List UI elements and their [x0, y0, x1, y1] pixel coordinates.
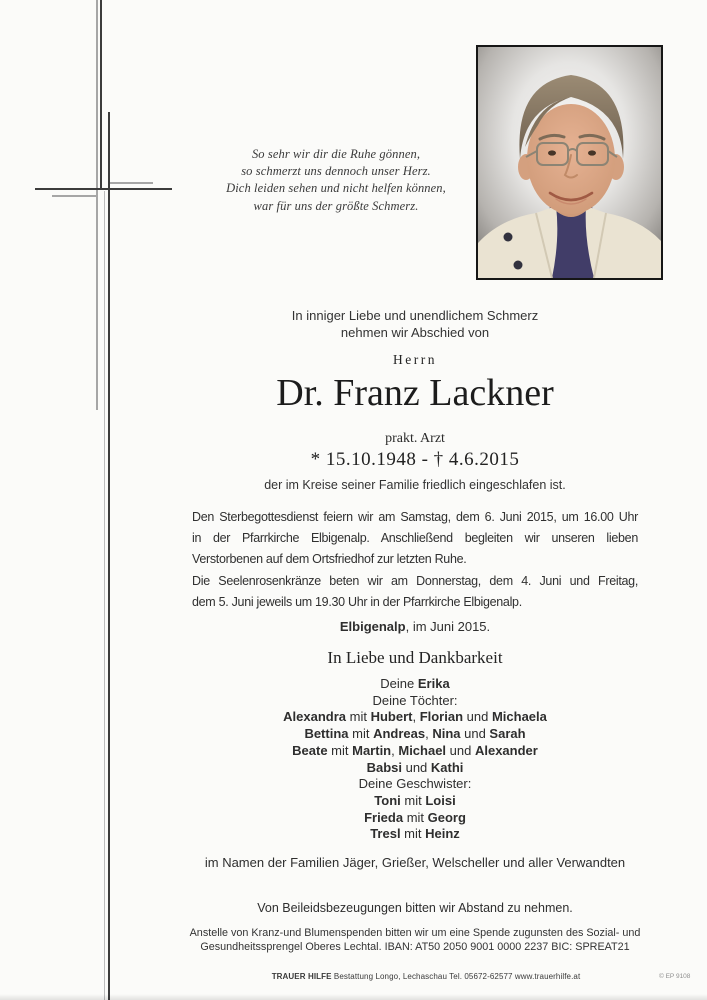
- family-names-line: im Namen der Familien Jäger, Grießer, Welscheller und aller Verwandten: [204, 855, 626, 870]
- life-dates: * 15.10.1948 - † 4.6.2015: [310, 449, 520, 470]
- deceased-profession: prakt. Arzt: [385, 431, 445, 446]
- funeral-home-brand: TRAUER HILFE: [271, 972, 332, 981]
- cross-vertical-light-lower: [104, 191, 105, 1000]
- cross-vertical-dark-top: [100, 0, 102, 190]
- intro-line-2: nehmen wir Abschied von: [340, 325, 490, 340]
- cross-vertical-light: [96, 0, 98, 410]
- gratitude-line: In Liebe und Dankbarkeit: [327, 648, 503, 667]
- passing-line: der im Kreise seiner Familie friedlich eingeschlafen ist.: [264, 478, 566, 492]
- intro-line-1: In inniger Liebe und unendlichem Schmerz: [291, 308, 539, 323]
- place-name: Elbigenalp: [339, 619, 406, 634]
- cross-arm-light-right: [110, 182, 153, 184]
- mourners-list: Deine Erika Deine Töchter: Alexandra mit Hubert, Florian und Michaela Bettina mit Andreas, Nina und Sarah Beate mit Martin, Michael und Alexander Babsi und Kathi Deine Geschwister: Toni mit Loisi Frieda mit Georg Tresl mit Heinz: [283, 676, 547, 842]
- deceased-name: Dr. Franz Lackner: [276, 372, 554, 414]
- funeral-service-paragraph: Den Sterbegottesdienst feiern wir am Samstag, dem 6. Juni 2015, um 16.00 Uhr in der Pfarrkirche Elbigenalp. Anschließend begleiten wir unseren lieben Verstorbenen auf dem Ortsfriedhof zur letzten Ruhe.: [192, 510, 638, 566]
- cross-arm-light-left: [52, 195, 96, 197]
- place-date-rest: , im Juni 2015.: [405, 619, 491, 634]
- place-date-line: [165, 619, 665, 634]
- portrait-photo: [476, 45, 663, 280]
- scan-shadow: [0, 994, 707, 1000]
- donation-note: Anstelle von Kranz-und Blumenspenden bitten wir um eine Spende zugunsten des Sozial- und Gesundheitssprengel Oberes Lechtal. IBAN: AT50 2050 9001 0000 2237 BIC: SPREAT21: [189, 927, 641, 953]
- cross-vertical-dark-main: [108, 112, 110, 1000]
- memorial-verse: So sehr wir dir die Ruhe gönnen, so schmerzt uns dennoch unser Herz. Dich leiden sehen und nicht helfen können, war für uns der größte Schmerz.: [226, 147, 446, 213]
- funeral-home-footer: [146, 972, 706, 981]
- rosary-paragraph: Die Seelenrosenkränze beten wir am Donnerstag, dem 4. Juni und Freitag, dem 5. Juni jeweils um 19.30 Uhr in der Pfarrkirche Elbigenalp.: [192, 574, 638, 609]
- funeral-home-info: Bestattung Longo, Lechaschau Tel. 05672-62577 www.trauerhilfe.at: [331, 972, 581, 981]
- print-code: © EP 9108: [659, 973, 691, 980]
- cross-arm-dark: [35, 188, 172, 190]
- portrait-illustration: [478, 47, 661, 278]
- condolence-note: Von Beileidsbezeugungen bitten wir Abstand zu nehmen.: [257, 901, 573, 915]
- salutation: Herrn: [393, 352, 437, 367]
